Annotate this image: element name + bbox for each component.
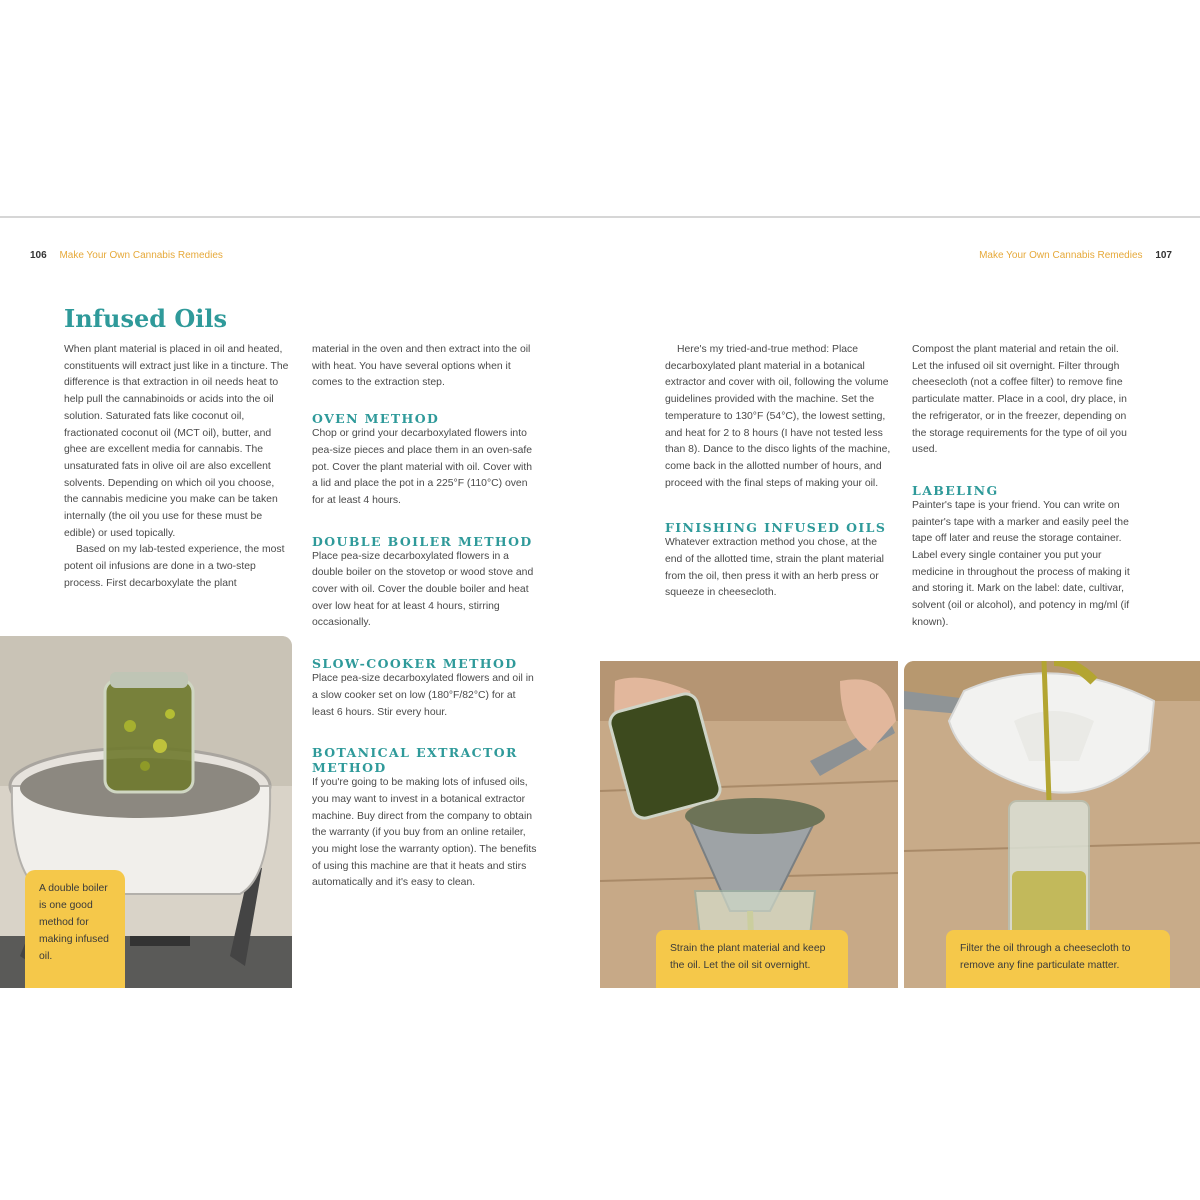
right-folio <box>969 250 1172 261</box>
photo-caption: Strain the plant material and keep the oil. Let the oil sit overnight. <box>656 930 848 988</box>
botanical-text: If you're going to be making lots of infused oils, you may want to invest in a botanical extractor machine. Buy direct from the company to obtain the warranty (if you buy from an online retailer, you might lose the warranty option). The benefits of using this machine are that it heats and stirs automatically and it's easy to clean. <box>312 777 537 889</box>
section-heading-botanical: BOTANICAL EXTRACTOR METHOD <box>312 745 518 776</box>
left-column-2 <box>312 342 540 892</box>
finishing-text: Whatever extraction method you chose, at the end of the allotted time, strain the plant material from the oil, then press it with an herb press or squeeze in cheesecloth. <box>665 537 884 599</box>
continued-paragraph: material in the oven and then extract into the oil with heat. You have several options when it comes to the extraction step. <box>312 344 531 389</box>
section-heading-oven: OVEN METHOD <box>312 411 440 427</box>
intro-paragraph: When plant material is placed in oil and heated, constituents will extract just like in a tincture. The difference is that extraction in oil needs heat to help pull the cannabinoids or acids into the oil solution. Saturated fats like coconut oil, fractionated coconut oil (MCT oil), butter, and ghee are excellent media for cannabis. The unsaturated fats in olive oil are also excellent solvents. Depending on which oil you choose, the cannabis medicine you make can be taken internally (the oil you use for these must be edible) or used topically. <box>64 344 289 539</box>
photo-caption: A double boiler is one good method for making infused oil. <box>25 870 125 988</box>
section-heading-labeling: LABELING <box>912 482 999 498</box>
photo-caption: Filter the oil through a cheesecloth to remove any fine particulate matter. <box>946 930 1170 988</box>
storage-paragraph: Compost the plant material and retain the oil. Let the infused oil sit overnight. Filter through cheesecloth (not a coffee filter) to remove fine particulate matter. Place in a cool, dry place, in the refrigerator, or in the freezer, depending on the storage requirements for the type of oil you used. <box>912 344 1127 456</box>
section-heading-double-boiler: DOUBLE BOILER METHOD <box>312 533 533 549</box>
page-title: Infused Oils <box>64 304 228 333</box>
slow-cooker-text: Place pea-size decarboxylated flowers and oil in a slow cooker set on low (180°F/82°C) for at least 6 hours. Stir every hour. <box>312 673 534 718</box>
running-head: Make Your Own Cannabis Remedies <box>979 250 1143 261</box>
labeling-text: Painter's tape is your friend. You can write on painter's tape with a marker and easily peel the tape off later and reuse the storage container. Label every single container you put your medicine in throughout the process of making it and storing it. Mark on the label: date, cultivar, solvent (oil or alcohol), and potency in mg/ml (if known). <box>912 499 1130 628</box>
section-heading-finishing: FINISHING INFUSED OILS <box>665 520 887 536</box>
page-number: 106 <box>30 250 47 261</box>
running-head: Make Your Own Cannabis Remedies <box>59 250 223 261</box>
method-paragraph: Here's my tried-and-true method: Place decarboxylated plant material in a botanical extractor and cover with oil, following the volume guidelines provided with the machine. Set the temperature to 130°F (54°C), the lowest setting, and heat for 2 to 8 hours (I have not tested less than 8). Dance to the disco lights of the machine, come back in the allotted number of hours, and proceed with the final steps of making your oil. <box>665 344 891 489</box>
oven-text: Chop or grind your decarboxylated flowers into pea-size pieces and place them in an oven-safe pot. Cover the plant material with oil. Cover with a lid and place the pot in a 225°F (110°C) oven for at least 4 hours. <box>312 428 533 506</box>
intro-paragraph-2: Based on my lab-tested experience, the most potent oil infusions are done in a two-step process. First decarboxylate the plant <box>64 544 285 589</box>
page-number: 107 <box>1155 250 1172 261</box>
double-boiler-text: Place pea-size decarboxylated flowers in a double boiler on the stovetop or wood stove and cover with oil. Cover the double boiler and heat over low heat for at least 4 hours, stirring occasionally. <box>312 550 534 629</box>
book-spread <box>0 216 1200 986</box>
section-heading-slow-cooker: SLOW-COOKER METHOD <box>312 656 518 672</box>
left-column-1 <box>64 342 290 593</box>
right-column-1 <box>665 342 891 602</box>
left-folio <box>30 250 233 261</box>
right-column-2 <box>912 342 1136 632</box>
